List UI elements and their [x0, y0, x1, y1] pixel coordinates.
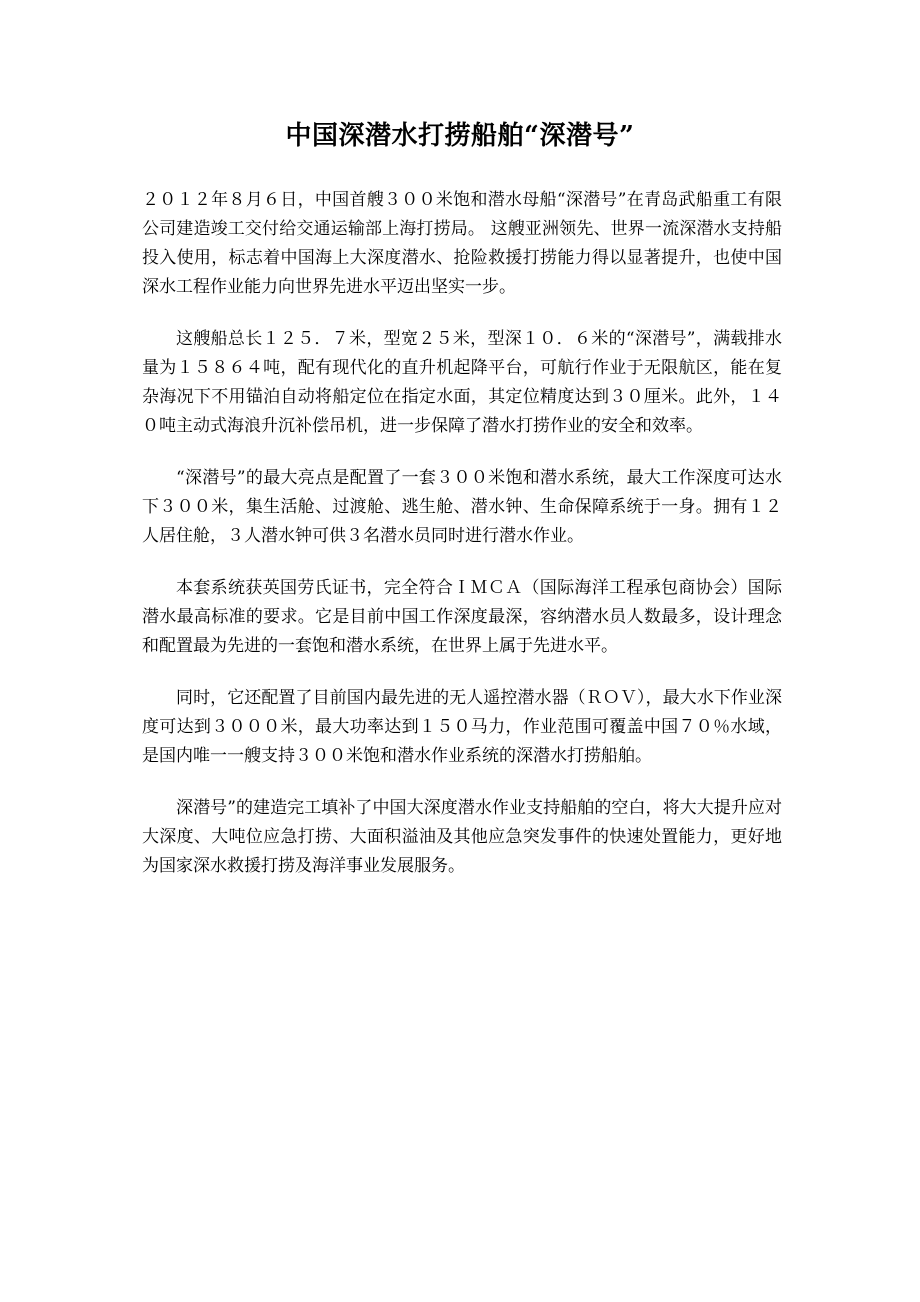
- paragraph-3: “深潜号”的最大亮点是配置了一套３００米饱和潜水系统，最大工作深度可达水下３００米，集生活舱、过渡舱、逃生舱、潜水钟、生命保障系统于一身。拥有１２人居住舱，３人潜水钟可供３名潜水员同时进行潜水作业。: [142, 468, 782, 546]
- paragraph-1: ２０１２年８月６日，中国首艘３００米饱和潜水母船“深潜号”在青岛武船重工有限公司建造竣工交付给交通运输部上海打捞局。 这艘亚洲领先、世界一流深潜水支持船投入使用，标志着中国海上大深度潜水、抢险救援打捞能力得以显著提升，也使中国深水工程作业能力向世界先进水平迈出坚实一步。: [142, 190, 782, 297]
- paragraph-4: 本套系统获英国劳氏证书，完全符合ＩＭＣＡ（国际海洋工程承包商协会）国际潜水最高标准的要求。它是目前中国工作深度最深，容纳潜水员人数最多，设计理念和配置最为先进的一套饱和潜水系统，在世界上属于先进水平。: [142, 578, 782, 656]
- paragraph-2: 这艘船总长１２５．７米，型宽２５米，型深１０．６米的“深潜号”，满载排水量为１５８６４吨，配有现代化的直升机起降平台，可航行作业于无限航区，能在复杂海况下不用锚泊自动将船定位在指定水面，其定位精度达到３０厘米。此外，１４０吨主动式海浪升沉补偿吊机，进一步保障了潜水打捞作业的安全和效率。: [142, 329, 782, 436]
- paragraph-5: 同时，它还配置了目前国内最先进的无人遥控潜水器（ＲＯＶ），最大水下作业深度可达到３０００米，最大功率达到１５０马力，作业范围可覆盖中国７０％水域，是国内唯一一艘支持３００米饱和潜水作业系统的深潜水打捞船舶。: [142, 688, 782, 766]
- document-title: 中国深潜水打捞船舶“深潜号”: [285, 121, 635, 151]
- paragraph-6: 深潜号”的建造完工填补了中国大深度潜水作业支持船舶的空白，将大大提升应对大深度、大吨位应急打捞、大面积溢油及其他应急突发事件的快速处置能力，更好地为国家深水救援打捞及海洋事业发展服务。: [142, 798, 782, 876]
- document-body: [142, 186, 782, 904]
